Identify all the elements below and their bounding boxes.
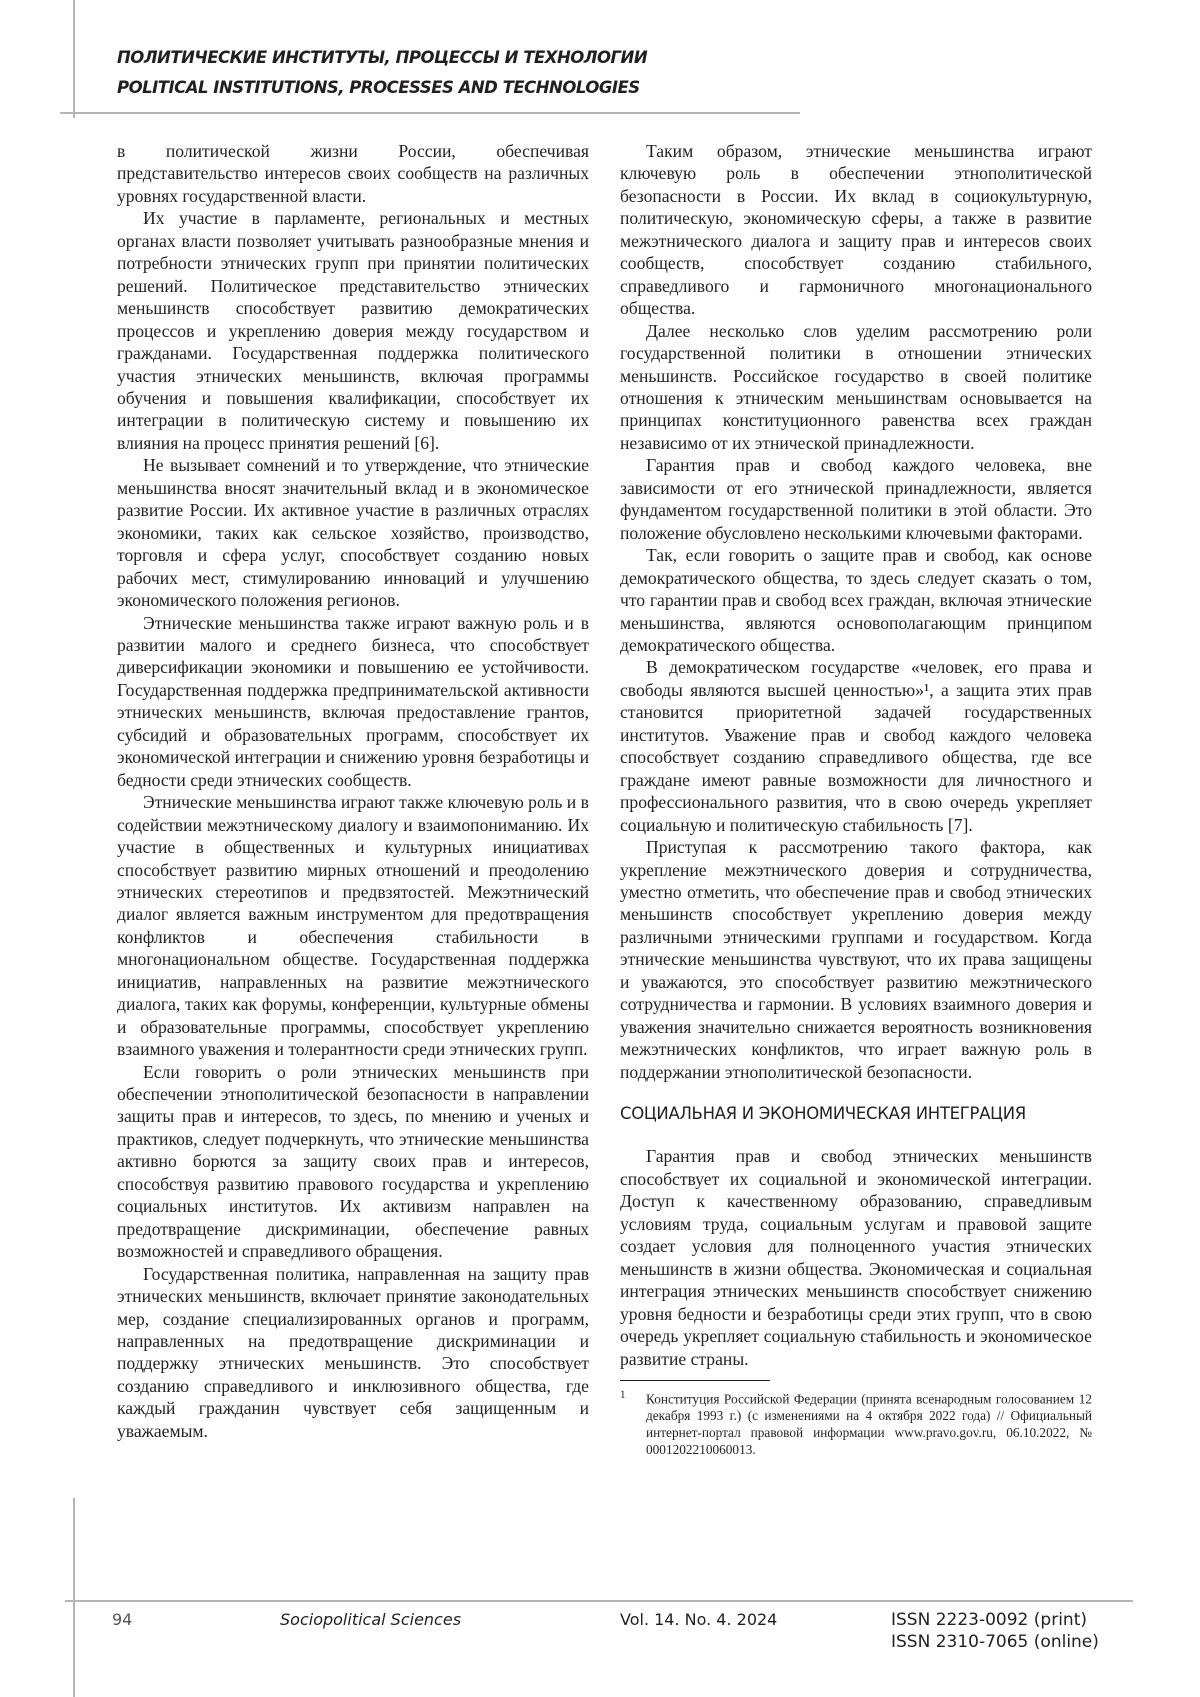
section-title-ru: ПОЛИТИЧЕСКИЕ ИНСТИТУТЫ, ПРОЦЕССЫ И ТЕХНОЛОГИИ <box>117 48 647 67</box>
page-number: 94 <box>112 1610 132 1629</box>
margin-rule-top <box>73 0 75 118</box>
footnote <box>620 1387 1092 1458</box>
paragraph: в политической жизни России, обеспечивая представительство интересов своих сообществ на различных уровнях государственной власти. <box>117 140 589 207</box>
paragraph: Гарантия прав и свобод этнических меньшинств способствует их социальной и экономической интеграции. Доступ к качественному образованию, справедливым условиям труда, социальным услугам и правовой защите создает условия для полноценного участия этнических меньшинств в жизни общества. Экономическая и социальная интеграция этнических меньшинств способствует снижению уровня бедности и безработицы среди этих групп, что в свою очередь укрепляет социальную стабильность и экономическое развитие страны. <box>620 1145 1092 1370</box>
paragraph: Если говорить о роли этнических меньшинств при обеспечении этнополитической безопасности в направлении защиты прав и интересов, то здесь, по мнению и ученых и практиков, следует подчеркнуть, что этнические меньшинства активно борются за защиту своих прав и интересов, способствуя развитию правового государства и укреплению социальных институтов. Их активизм направлен на предотвращение дискриминации, обеспечение равных возможностей и справедливого обращения. <box>117 1061 589 1263</box>
paragraph: Гарантия прав и свобод каждого человека, вне зависимости от его этнической принадлежности, является фундаментом государственной политики в этой области. Это положение обусловлено несколькими ключевыми факторами. <box>620 454 1092 544</box>
footer-divider <box>65 1600 1133 1602</box>
right-column <box>620 140 1092 1458</box>
paragraph: Не вызывает сомнений и то утверждение, что этнические меньшинства вносят значительный вклад и в экономическое развитие России. Их активное участие в различных отраслях экономики, таких как сельское хозяйство, производство, торговля и сфера услуг, способствует созданию новых рабочих мест, стимулированию инноваций и улучшению экономического положения регионов. <box>117 454 589 611</box>
footnote-mark: 1 <box>620 1387 646 1404</box>
paragraph: Этнические меньшинства также играют важную роль и в развитии малого и среднего бизнеса, что способствует диверсификации экономики и повышению ее устойчивости. Государственная поддержка предпринимательской активности этнических меньшинств, включая предоставление грантов, субсидий и образовательных программ, способствует их экономической интеграции и снижению уровня безработицы и бедности среди этнических сообществ. <box>117 612 589 792</box>
volume-info: Vol. 14. No. 4. 2024 <box>620 1610 777 1629</box>
issn-online: ISSN 2310-7065 (online) <box>891 1632 1099 1652</box>
section-title-en: POLITICAL INSTITUTIONS, PROCESSES AND TECHNOLOGIES <box>117 78 640 97</box>
section-heading: СОЦИАЛЬНАЯ И ЭКОНОМИЧЕСКАЯ ИНТЕГРАЦИЯ <box>620 1103 1092 1125</box>
issn-print: ISSN 2223-0092 (print) <box>891 1610 1087 1630</box>
journal-name: Sociopolitical Sciences <box>280 1610 461 1629</box>
header-divider <box>60 112 800 114</box>
footnote-text: Конституция Российской Федерации (принята всенародным голосованием 12 декабря 1993 г.) (с изменениями на 4 октября 2022 года) // Официальный интернет-портал правовой информации www.pravo.gov.ru, 06.10.2022, № 0001202210060013. <box>646 1391 1092 1457</box>
paragraph: Приступая к рассмотрению такого фактора, как укрепление межэтнического доверия и сотрудничества, уместно отметить, что обеспечение прав и свобод этнических меньшинств способствует укреплению доверия между различными этническими группами и государством. Когда этнические меньшинства чувствуют, что их права защищены и уважаются, это способствует развитию межэтнического сотрудничества и гармонии. В условиях взаимного доверия и уважения значительно снижается вероятность возникновения межэтнических конфликтов, что играет важную роль в поддержании этнополитической безопасности. <box>620 836 1092 1083</box>
paragraph: Далее несколько слов уделим рассмотрению роли государственной политики в отношении этнических меньшинств. Российское государство в своей политике отношения к этническим меньшинствам основывается на принципах конституционного равенства всех граждан независимо от их этнической принадлежности. <box>620 320 1092 455</box>
paragraph: Их участие в парламенте, региональных и местных органах власти позволяет учитывать разнообразные мнения и потребности этнических групп при принятии политических решений. Политическое представительство этнических меньшинств способствует развитию демократических процессов и укреплению доверия между государством и гражданами. Государственная поддержка политического участия этнических меньшинств, включая программы обучения и повышения квалификации, способствует их интеграции в политическую систему и повышению их влияния на процесс принятия решений [6]. <box>117 207 589 454</box>
journal-page <box>0 0 1200 1697</box>
footnote-rule <box>620 1380 770 1381</box>
left-column <box>117 140 589 1442</box>
paragraph: Таким образом, этнические меньшинства играют ключевую роль в обеспечении этнополитической безопасности в России. Их вклад в социокультурную, политическую, экономическую сферы, а также в развитие межэтнического диалога и защиту прав и интересов своих сообществ, способствует созданию стабильного, справедливого и гармоничного многонационального общества. <box>620 140 1092 320</box>
paragraph: Этнические меньшинства играют также ключевую роль и в содействии межэтническому диалогу и взаимопониманию. Их участие в общественных и культурных инициативах способствует развитию мирных отношений и преодолению этнических стереотипов и предвзятостей. Межэтнический диалог является важным инструментом для предотвращения конфликтов и обеспечения стабильности в многонациональном обществе. Государственная поддержка инициатив, направленных на развитие межэтнического диалога, таких как форумы, конференции, культурные обмены и образовательные программы, способствует укреплению взаимного уважения и толерантности среди этнических групп. <box>117 791 589 1060</box>
margin-rule-bottom <box>73 1498 75 1697</box>
paragraph: Государственная политика, направленная на защиту прав этнических меньшинств, включает принятие законодательных мер, создание специализированных органов и программ, направленных на предотвращение дискриминации и поддержку этнических меньшинств. Это способствует созданию справедливого и инклюзивного общества, где каждый гражданин чувствует себя защищенным и уважаемым. <box>117 1263 589 1443</box>
paragraph: В демократическом государстве «человек, его права и свободы являются высшей ценностью»¹, а защита этих прав становится приоритетной задачей государственных институтов. Уважение прав и свобод каждого человека способствует созданию справедливого общества, где все граждане имеют равные возможности для личностного и профессионального развития, что в свою очередь укрепляет социальную и политическую стабильность [7]. <box>620 656 1092 836</box>
paragraph: Так, если говорить о защите прав и свобод, как основе демократического общества, то здесь следует сказать о том, что гарантии прав и свобод всех граждан, включая этнические меньшинства, являются основополагающим принципом демократического общества. <box>620 544 1092 656</box>
